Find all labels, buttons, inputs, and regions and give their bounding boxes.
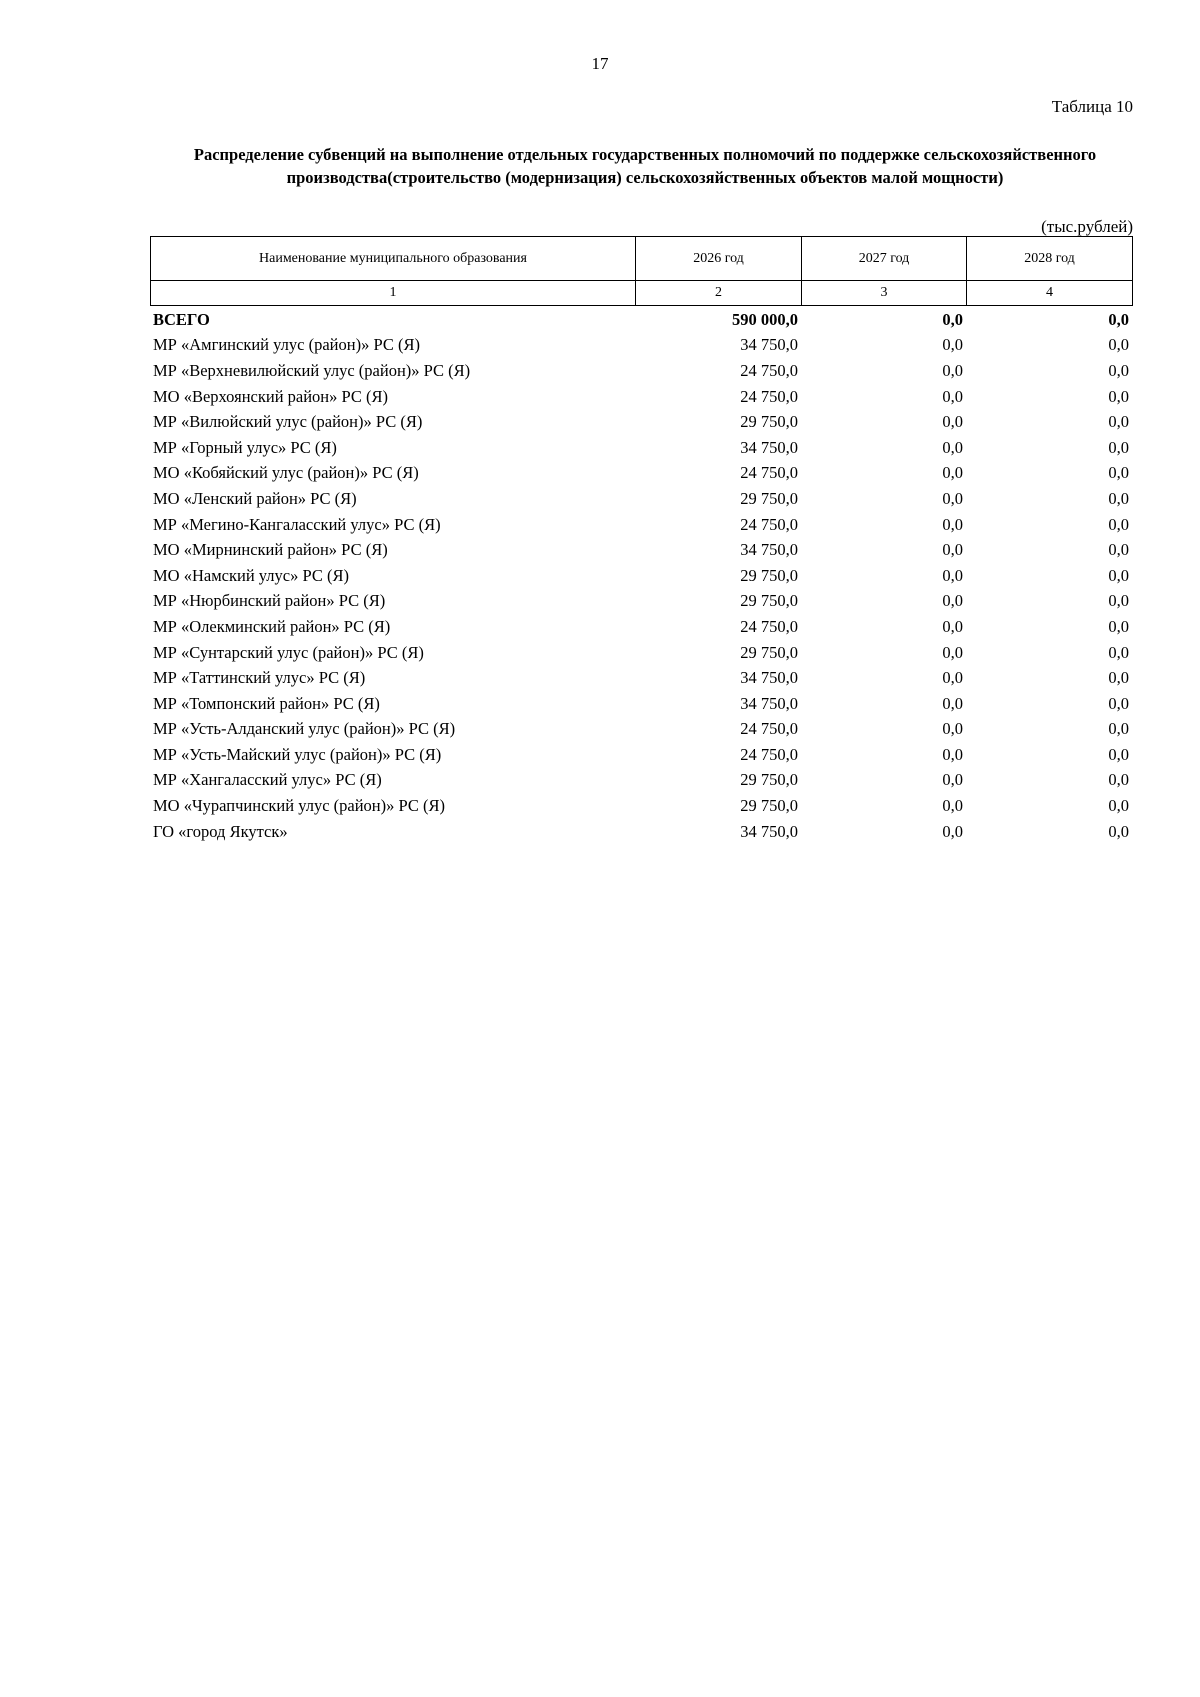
row-value-2027: 0,0 <box>942 770 963 790</box>
table-header <box>150 236 1133 306</box>
row-value-2027: 0,0 <box>942 719 963 739</box>
row-name: МО «Мирнинский район» РС (Я) <box>153 540 388 560</box>
row-value-2028: 0,0 <box>1108 821 1129 841</box>
table-row <box>150 742 1132 768</box>
row-value-2027: 0,0 <box>942 360 963 380</box>
row-value-2026: 24 750,0 <box>740 514 798 534</box>
row-value-2028: 0,0 <box>1108 796 1129 816</box>
row-value-2027: 0,0 <box>942 437 963 457</box>
row-value-2028: 0,0 <box>1108 488 1129 508</box>
table-row <box>150 537 1132 563</box>
row-value-2027: 0,0 <box>942 693 963 713</box>
total-row <box>150 307 1132 333</box>
total-2027: 0,0 <box>942 309 963 329</box>
header-2028: 2028 год <box>967 237 1133 281</box>
row-value-2028: 0,0 <box>1108 642 1129 662</box>
row-value-2026: 24 750,0 <box>740 386 798 406</box>
row-value-2026: 24 750,0 <box>740 616 798 636</box>
row-value-2027: 0,0 <box>942 796 963 816</box>
table-row <box>150 461 1132 487</box>
row-name: МР «Таттинский улус» РС (Я) <box>153 668 366 688</box>
row-value-2026: 24 750,0 <box>740 360 798 380</box>
row-value-2026: 29 750,0 <box>740 488 798 508</box>
row-value-2028: 0,0 <box>1108 744 1129 764</box>
row-value-2028: 0,0 <box>1108 591 1129 611</box>
row-value-2028: 0,0 <box>1108 437 1129 457</box>
table-row <box>150 358 1132 384</box>
row-name: МР «Усть-Майский улус (район)» РС (Я) <box>153 744 442 764</box>
table-row <box>150 819 1132 845</box>
title-line-2: производства(строительство (модернизация) сельскохозяйственных объектов малой мощности) <box>286 168 1004 187</box>
row-name: МО «Верхоянский район» РС (Я) <box>153 386 389 406</box>
table-row <box>150 691 1132 717</box>
data-table <box>150 307 1132 844</box>
row-value-2027: 0,0 <box>942 412 963 432</box>
row-value-2027: 0,0 <box>942 668 963 688</box>
row-value-2026: 29 750,0 <box>740 565 798 585</box>
row-value-2027: 0,0 <box>942 616 963 636</box>
row-value-2026: 34 750,0 <box>740 540 798 560</box>
table-row <box>150 614 1132 640</box>
table-row <box>150 486 1132 512</box>
row-value-2028: 0,0 <box>1108 770 1129 790</box>
row-value-2026: 29 750,0 <box>740 796 798 816</box>
row-value-2027: 0,0 <box>942 386 963 406</box>
row-name: МР «Мегино-Кангаласский улус» РС (Я) <box>153 514 441 534</box>
row-name: МР «Верхневилюйский улус (район)» РС (Я) <box>153 360 471 380</box>
row-value-2027: 0,0 <box>942 488 963 508</box>
table-row <box>150 333 1132 359</box>
row-value-2028: 0,0 <box>1108 386 1129 406</box>
column-number-1: 1 <box>151 281 636 306</box>
table-row <box>150 409 1132 435</box>
table-row <box>150 768 1132 794</box>
table-row <box>150 589 1132 615</box>
table-row <box>150 793 1132 819</box>
row-name: МР «Нюрбинский район» РС (Я) <box>153 591 386 611</box>
total-name: ВСЕГО <box>153 309 210 329</box>
row-value-2027: 0,0 <box>942 642 963 662</box>
row-value-2026: 29 750,0 <box>740 412 798 432</box>
table-row <box>150 435 1132 461</box>
header-row <box>151 237 1133 281</box>
row-value-2026: 34 750,0 <box>740 437 798 457</box>
table-row <box>150 640 1132 666</box>
table-label: Таблица 10 <box>1051 97 1133 116</box>
row-value-2028: 0,0 <box>1108 463 1129 483</box>
row-value-2027: 0,0 <box>942 463 963 483</box>
row-name: МО «Кобяйский улус (район)» РС (Я) <box>153 463 419 483</box>
page-number: 17 <box>591 54 609 73</box>
row-name: ГО «город Якутск» <box>153 821 288 841</box>
header-2026: 2026 год <box>636 237 802 281</box>
table-row <box>150 665 1132 691</box>
column-number-row <box>151 281 1133 306</box>
row-name: МО «Намский улус» РС (Я) <box>153 565 349 585</box>
row-name: МО «Ленский район» РС (Я) <box>153 488 357 508</box>
row-value-2028: 0,0 <box>1108 360 1129 380</box>
table-row <box>150 717 1132 743</box>
row-value-2027: 0,0 <box>942 335 963 355</box>
row-value-2026: 34 750,0 <box>740 821 798 841</box>
row-value-2026: 24 750,0 <box>740 463 798 483</box>
total-2028: 0,0 <box>1108 309 1129 329</box>
row-value-2027: 0,0 <box>942 540 963 560</box>
row-name: МР «Сунтарский улус (район)» РС (Я) <box>153 642 424 662</box>
row-value-2026: 34 750,0 <box>740 335 798 355</box>
row-name: МР «Вилюйский улус (район)» РС (Я) <box>153 412 423 432</box>
row-value-2028: 0,0 <box>1108 540 1129 560</box>
row-value-2028: 0,0 <box>1108 719 1129 739</box>
row-name: МР «Олекминский район» РС (Я) <box>153 616 391 636</box>
title-line-1: Распределение субвенций на выполнение отдельных государственных полномочий по поддержке сельскохозяйственного <box>193 145 1097 164</box>
row-value-2028: 0,0 <box>1108 616 1129 636</box>
row-value-2026: 34 750,0 <box>740 668 798 688</box>
row-name: МР «Горный улус» РС (Я) <box>153 437 337 457</box>
header-name: Наименование муниципального образования <box>151 237 636 281</box>
row-name: МР «Хангаласский улус» РС (Я) <box>153 770 382 790</box>
row-value-2027: 0,0 <box>942 591 963 611</box>
row-value-2027: 0,0 <box>942 565 963 585</box>
row-name: МР «Томпонский район» РС (Я) <box>153 693 380 713</box>
table-row <box>150 384 1132 410</box>
row-value-2028: 0,0 <box>1108 514 1129 534</box>
row-name: МО «Чурапчинский улус (район)» РС (Я) <box>153 796 446 816</box>
document-title <box>150 143 1140 189</box>
table-row <box>150 563 1132 589</box>
row-value-2028: 0,0 <box>1108 668 1129 688</box>
total-2026: 590 000,0 <box>732 309 798 329</box>
row-value-2027: 0,0 <box>942 514 963 534</box>
row-name: МР «Усть-Алданский улус (район)» РС (Я) <box>153 719 456 739</box>
row-value-2027: 0,0 <box>942 821 963 841</box>
units-label: (тыс.рублей) <box>1041 217 1133 236</box>
column-number-3: 3 <box>802 281 967 306</box>
row-value-2026: 34 750,0 <box>740 693 798 713</box>
row-value-2028: 0,0 <box>1108 693 1129 713</box>
row-value-2027: 0,0 <box>942 744 963 764</box>
row-value-2026: 29 750,0 <box>740 591 798 611</box>
header-2027: 2027 год <box>802 237 967 281</box>
row-value-2028: 0,0 <box>1108 335 1129 355</box>
row-name: МР «Амгинский улус (район)» РС (Я) <box>153 335 420 355</box>
row-value-2026: 29 750,0 <box>740 642 798 662</box>
row-value-2028: 0,0 <box>1108 412 1129 432</box>
column-number-4: 4 <box>967 281 1133 306</box>
row-value-2026: 24 750,0 <box>740 719 798 739</box>
table-row <box>150 512 1132 538</box>
row-value-2028: 0,0 <box>1108 565 1129 585</box>
row-value-2026: 29 750,0 <box>740 770 798 790</box>
column-number-2: 2 <box>636 281 802 306</box>
row-value-2026: 24 750,0 <box>740 744 798 764</box>
